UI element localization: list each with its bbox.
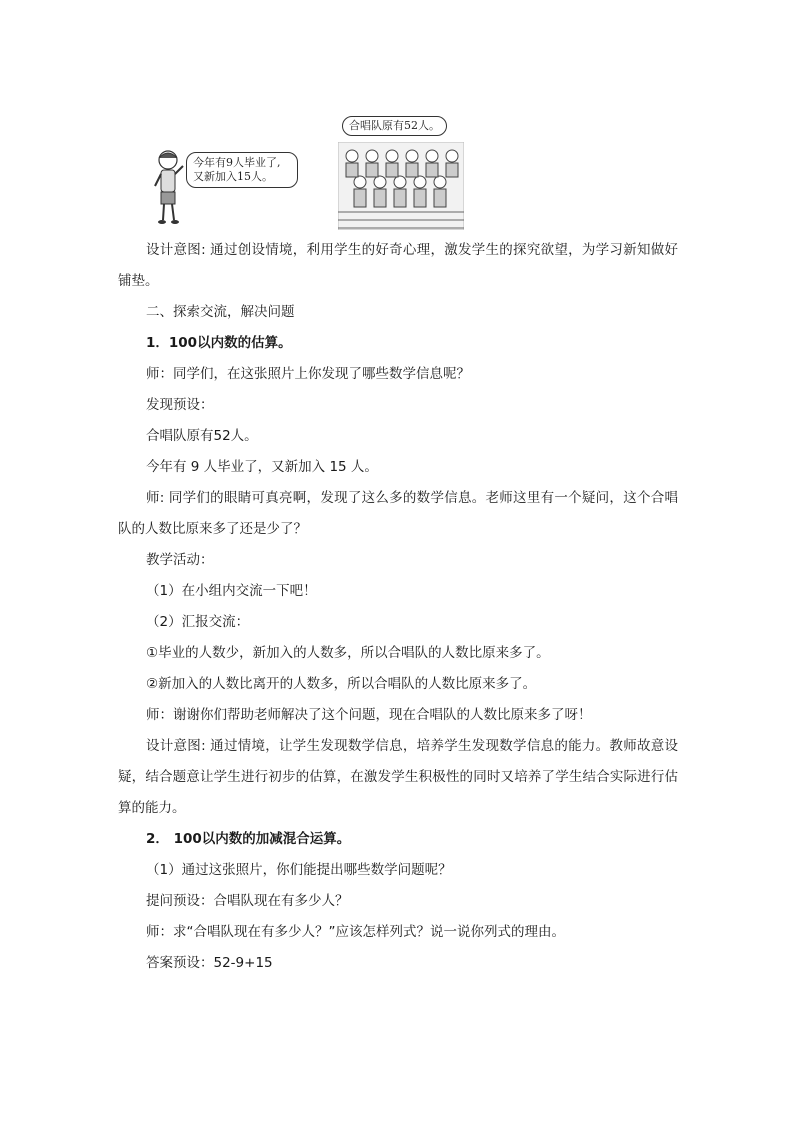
subsection-heading-2: 2． 100以内数的加减混合运算。 — [146, 831, 351, 847]
question-preset: 提问预设：合唱队现在有多少人？ — [146, 893, 349, 909]
discovery-item-1: 合唱队原有52人。 — [146, 428, 258, 444]
choir-speech-bubble: 合唱队原有52人。 — [342, 116, 447, 136]
boy-speech-bubble — [186, 152, 298, 188]
document-body — [118, 235, 678, 979]
boy-speech-line2: 又新加入15人。 — [193, 170, 273, 183]
teacher-question-2: 师: 同学们的眼睛可真亮啊，发现了这么多的数学信息。老师这里有一个疑问，这个合唱队的人数比原来多了还是少了？ — [118, 490, 678, 537]
teacher-question-3: 师：求“合唱队现在有多少人？”应该怎样列式？说一说你列式的理由。 — [146, 924, 565, 940]
discovery-preset-label: 发现预设： — [146, 397, 214, 413]
teacher-summary: 师：谢谢你们帮助老师解决了这个问题，现在合唱队的人数比原来多了呀！ — [146, 707, 592, 723]
boy-figure-image — [150, 148, 186, 226]
paragraph-design-intent-2: 设计意图: 通过情境，让学生发现数学信息，培养学生发现数学信息的能力。教师故意设疑，结合题意让学生进行初步的估算，在激发学生积极性的同时又培养了学生结合实际进行估算的能力。 — [118, 738, 678, 816]
answer-preset: 答案预设：52-9+15 — [146, 955, 273, 971]
teacher-question-1: 师：同学们，在这张照片上你发现了哪些数学信息呢？ — [146, 366, 470, 382]
paragraph-design-intent-1: 设计意图: 通过创设情境，利用学生的好奇心理，激发学生的探究欲望，为学习新知做好铺垫。 — [118, 242, 678, 289]
discovery-item-2: 今年有 9 人毕业了，又新加入 15 人。 — [146, 459, 378, 475]
activity-label: 教学活动： — [146, 552, 214, 568]
subsection-heading-1: 1．100以内数的估算。 — [146, 335, 292, 351]
activity-step-2: （2）汇报交流： — [146, 614, 250, 630]
report-answer-2: ②新加入的人数比离开的人数多，所以合唱队的人数比原来多了。 — [146, 676, 537, 692]
choir-photo-image — [338, 142, 464, 230]
choir-illustration — [150, 108, 480, 230]
report-answer-1: ①毕业的人数少，新加入的人数多，所以合唱队的人数比原来多了。 — [146, 645, 550, 661]
activity-step-1: （1）在小组内交流一下吧！ — [146, 583, 317, 599]
activity-question: （1）通过这张照片，你们能提出哪些数学问题呢？ — [146, 862, 452, 878]
boy-speech-line1: 今年有9人毕业了, — [193, 156, 281, 169]
section-heading-2: 二、探索交流，解决问题 — [146, 304, 295, 320]
